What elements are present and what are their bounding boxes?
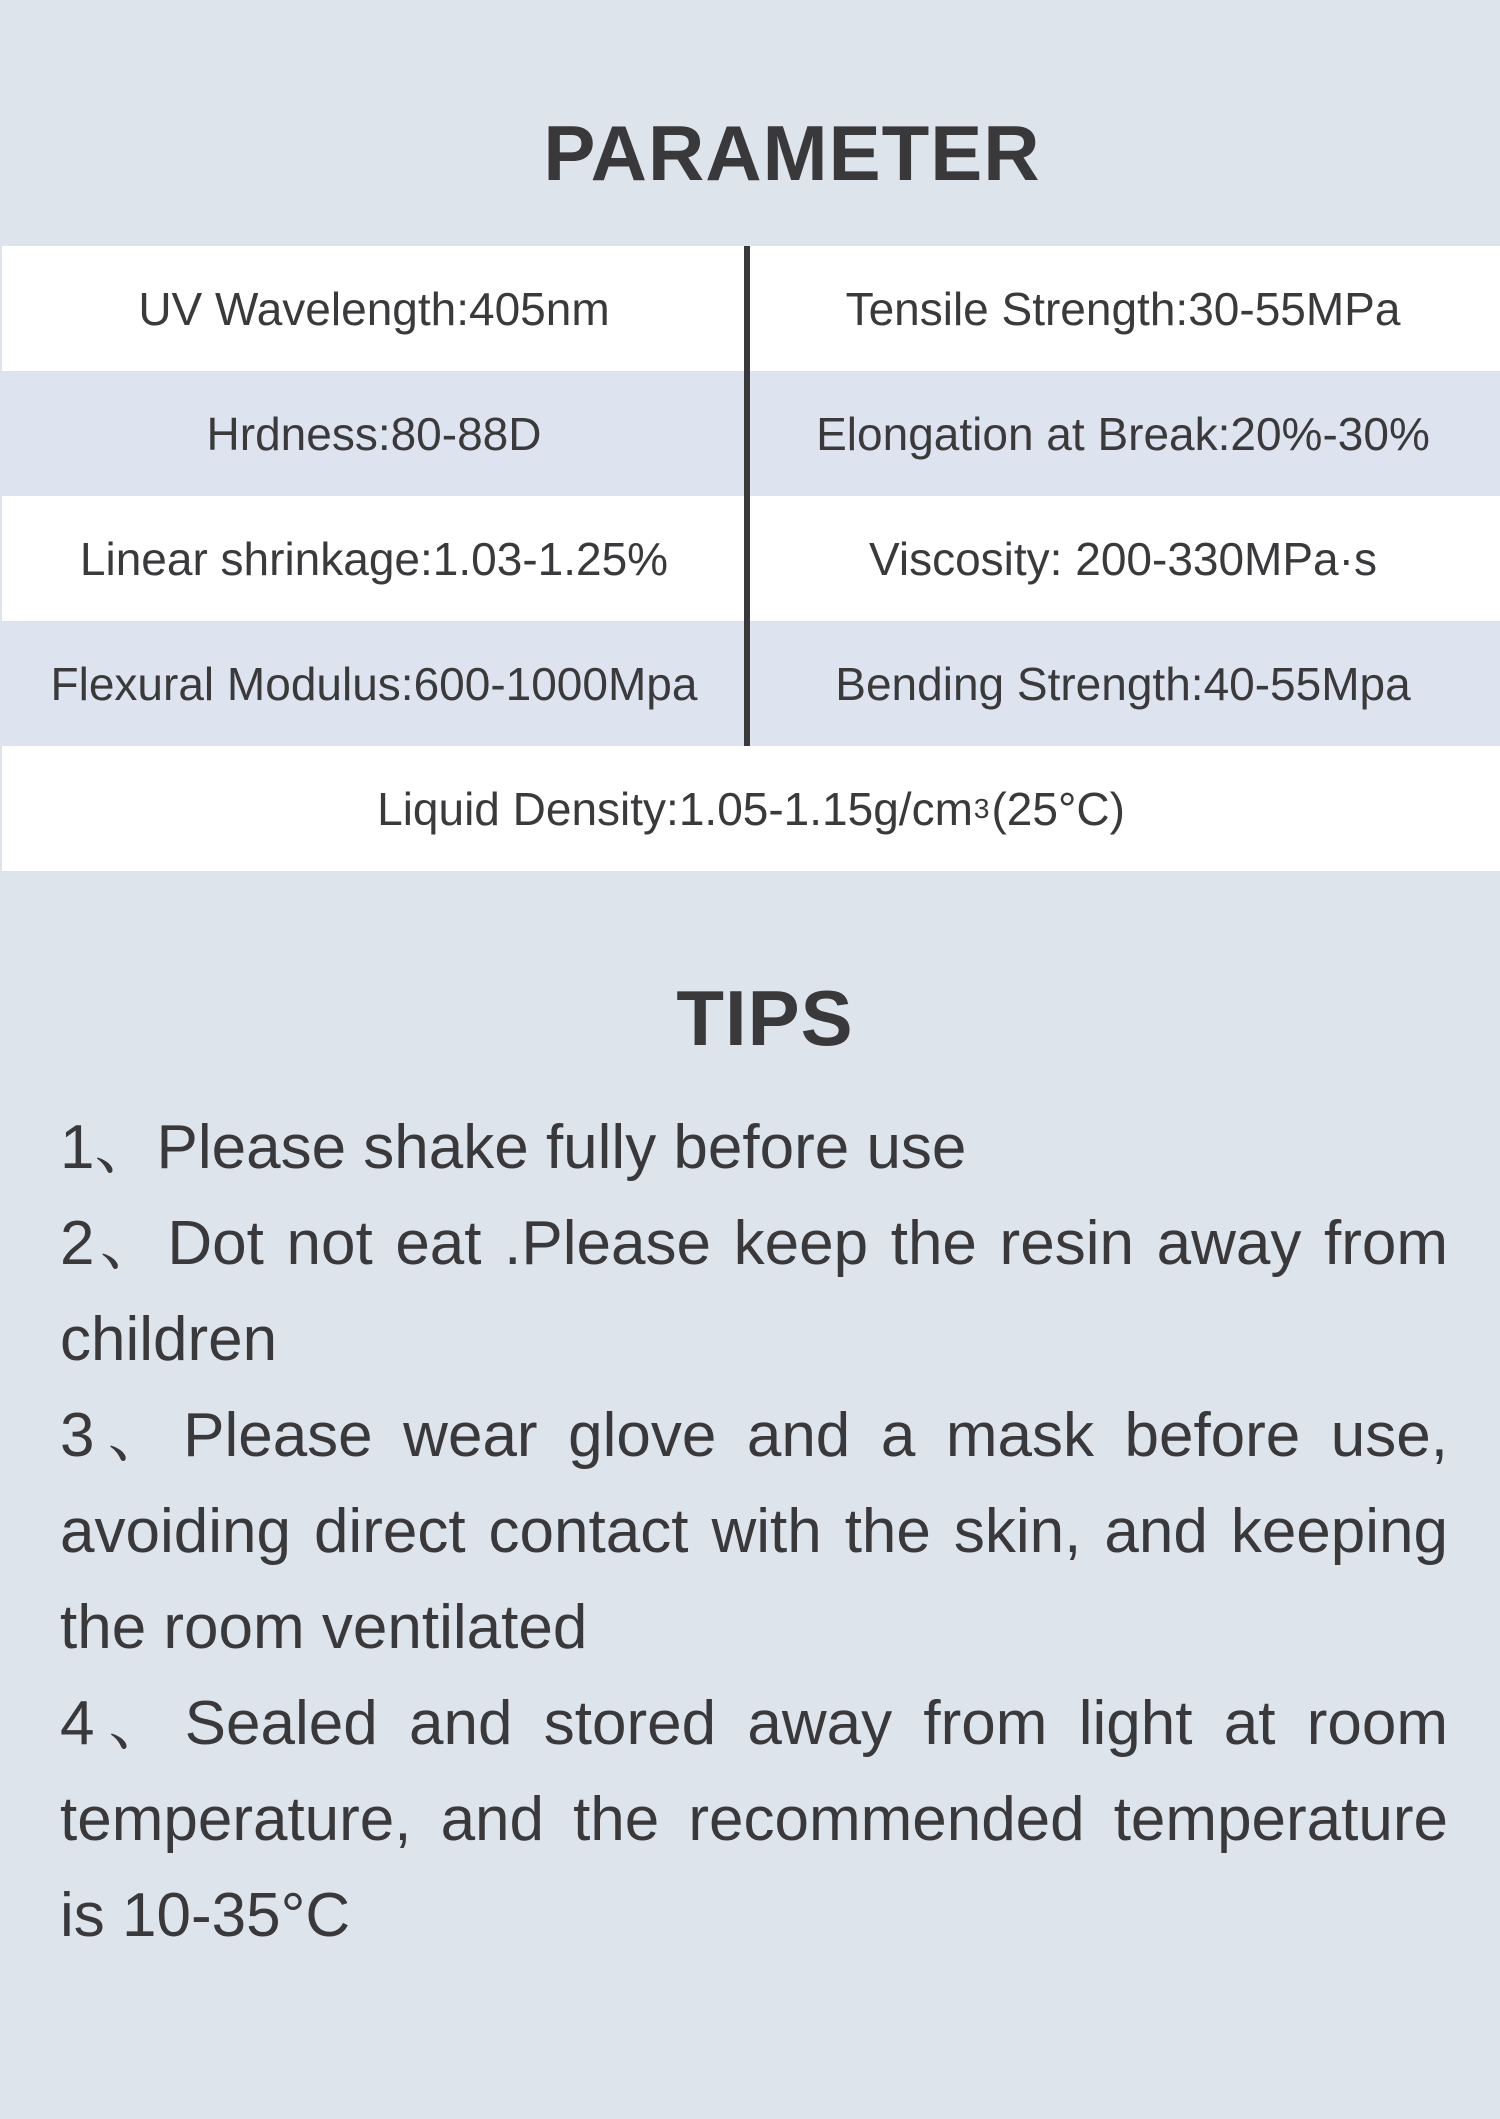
param-tensile-strength: Tensile Strength:30-55MPa <box>845 282 1401 335</box>
tip-item: 1、Please shake fully before use <box>60 1113 967 1182</box>
table-row <box>2 746 1500 871</box>
tip-item: 2、Dot not eat .Please keep the resin away from children <box>60 1209 1448 1374</box>
density-label: Liquid Density:1.05-1.15g/cm <box>377 782 973 835</box>
table-row <box>2 496 1500 621</box>
parameter-title: PARAMETER <box>543 109 1041 197</box>
param-uv-wavelength: UV Wavelength:405nm <box>138 282 610 335</box>
table-row <box>2 246 1500 371</box>
tip-item: 3、Please wear glove and a mask before use, avoiding direct contact with the skin, and keeping the room ventilated <box>60 1401 1448 1662</box>
tips-title: TIPS <box>676 974 854 1062</box>
param-elongation: Elongation at Break:20%-30% <box>816 407 1430 460</box>
param-viscosity: Viscosity: 200-330MPa·s <box>869 532 1377 585</box>
table-row <box>2 621 1500 746</box>
param-flexural-modulus: Flexural Modulus:600-1000Mpa <box>50 657 698 710</box>
density-suffix: (25°C) <box>991 782 1125 835</box>
param-liquid-density <box>2 746 1500 871</box>
param-hardness: Hrdness:80-88D <box>206 407 542 460</box>
param-bending-strength: Bending Strength:40-55Mpa <box>835 657 1411 710</box>
parameter-table <box>2 246 1500 871</box>
density-superscript: 3 <box>973 792 990 824</box>
table-column-divider <box>744 246 750 746</box>
tip-item: 4、Sealed and stored away from light at room temperature, and the recommended temperature is 10-35°C <box>60 1689 1448 1950</box>
tips-list <box>60 1100 1448 1964</box>
table-row <box>2 371 1500 496</box>
param-linear-shrinkage: Linear shrinkage:1.03-1.25% <box>79 532 669 585</box>
